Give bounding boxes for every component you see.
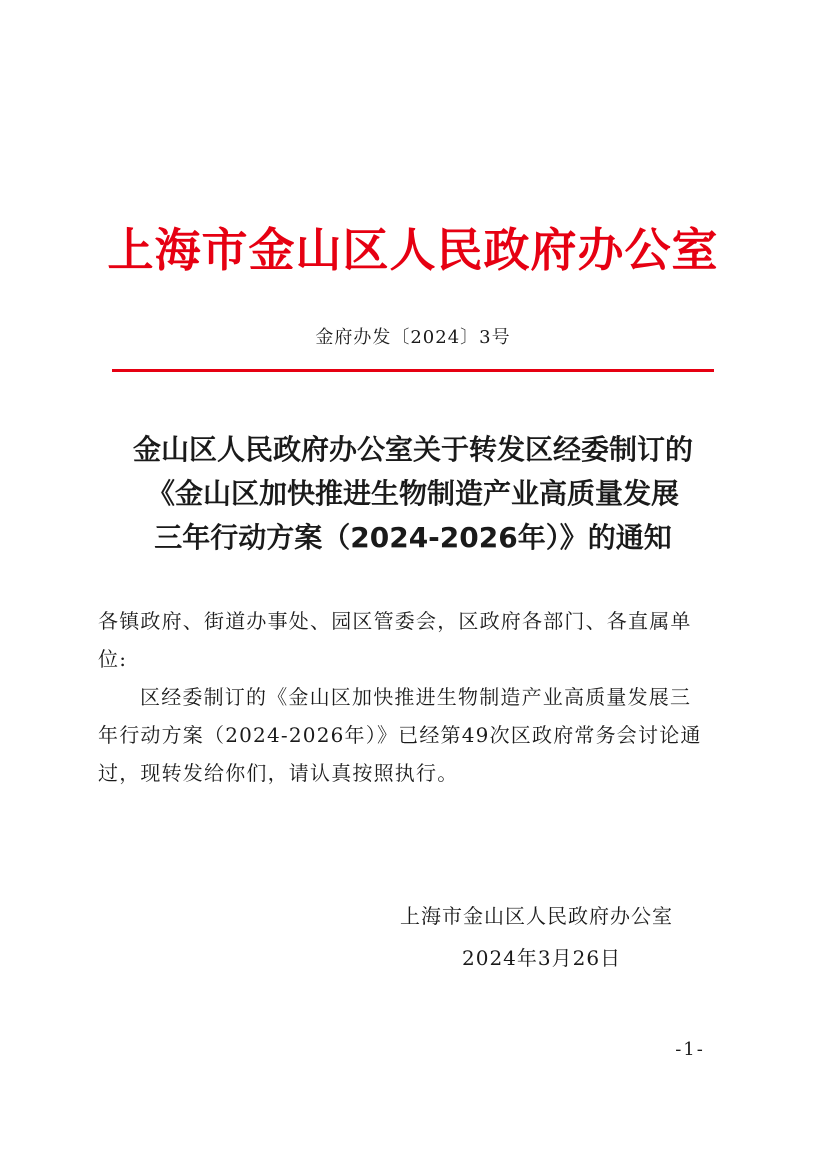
signature-block: [400, 895, 710, 979]
addressee-line: 位:: [98, 647, 128, 671]
addressee-line: 各镇政府、街道办事处、园区管委会，区政府各部门、各直属单: [98, 609, 692, 633]
title-line: 金山区人民政府办公室关于转发区经委制订的: [132, 433, 693, 466]
signature-organization: 上海市金山区人民政府办公室: [400, 904, 673, 928]
body-paragraph-line: 过，现转发给你们，请认真按照执行。: [98, 761, 459, 785]
issuing-organization-header: 上海市金山区人民政府办公室: [107, 223, 719, 277]
document-title: [60, 428, 766, 560]
signature-date: 2024年3月26日: [462, 946, 622, 970]
red-separator-line: [112, 369, 714, 372]
title-line: 《金山区加快推进生物制造产业高质量发展: [146, 477, 679, 510]
document-number: 金府办发〔2024〕3号: [315, 327, 511, 348]
body-paragraph-line: 区经委制订的《金山区加快推进生物制造产业高质量发展三: [140, 685, 692, 709]
document-body: [98, 602, 728, 792]
page-number: -1-: [675, 1039, 705, 1060]
body-paragraph-line: 年行动方案（2024-2026年）》已经第49次区政府常务会讨论通: [98, 723, 702, 747]
title-line: 三年行动方案（2024-2026年）》的通知: [154, 521, 672, 554]
